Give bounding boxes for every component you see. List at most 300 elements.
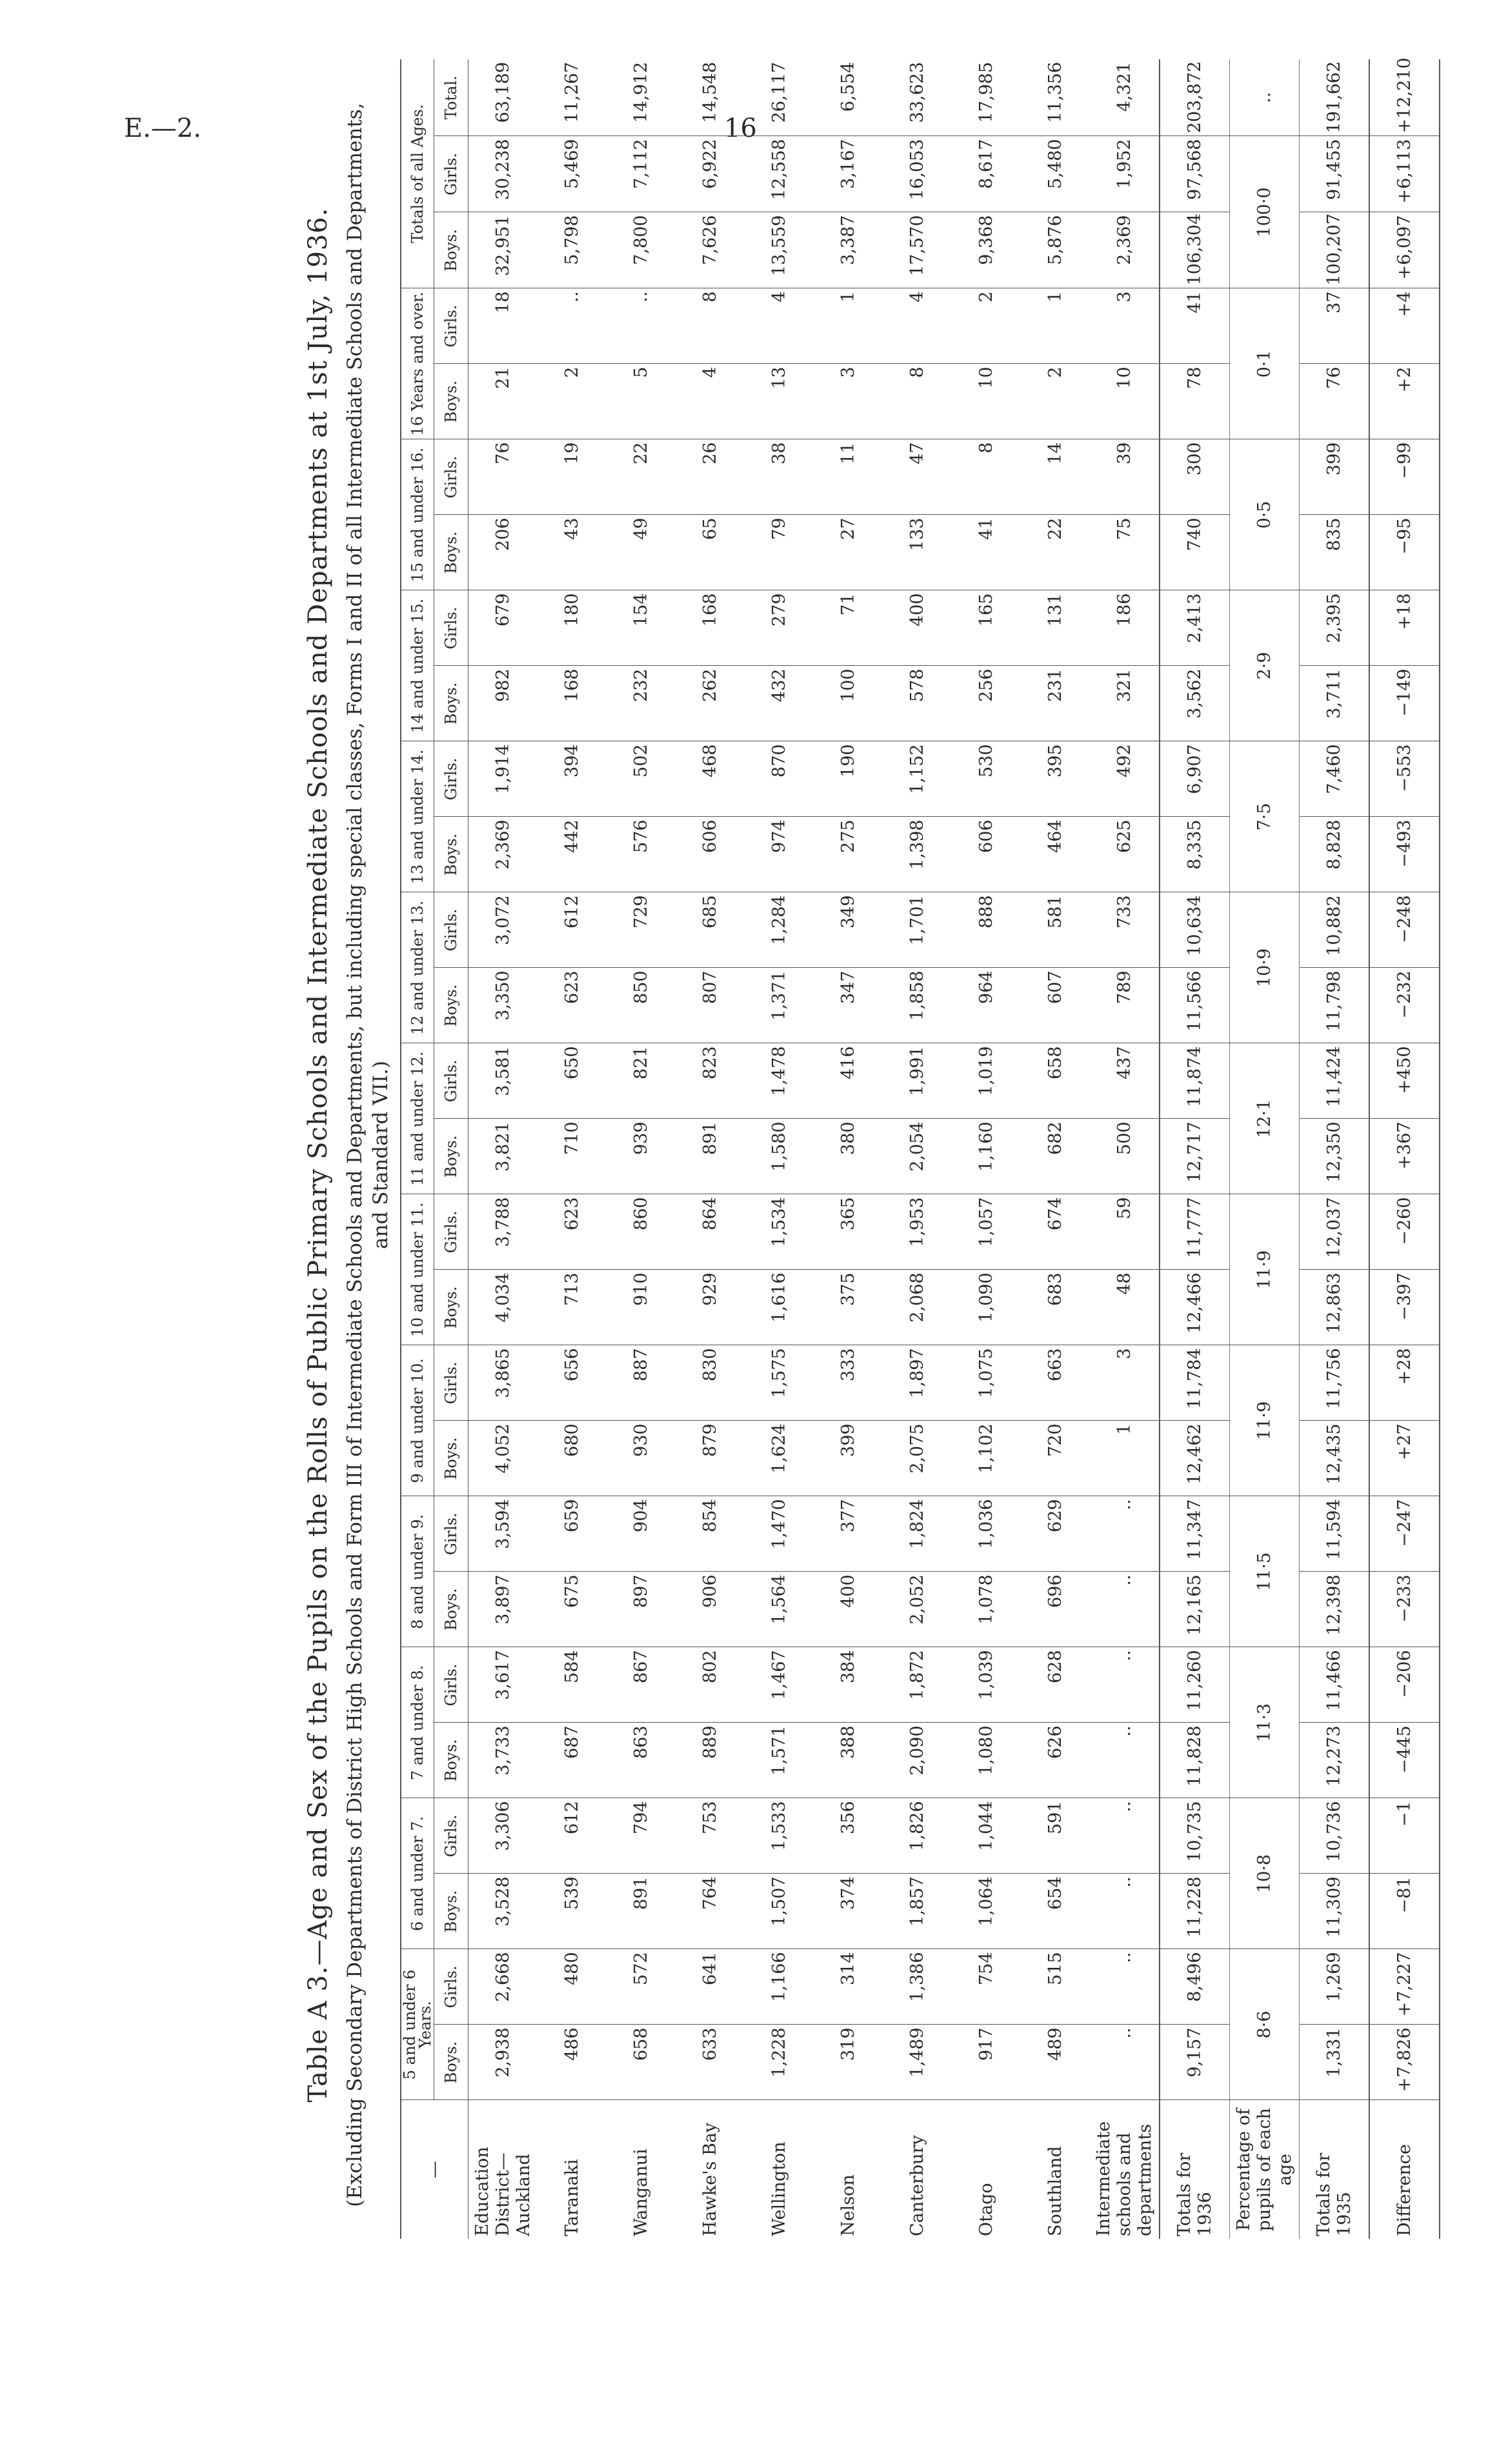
rotated-table-page [290,52,1488,2258]
data-cell: 4,034 [468,1270,538,1345]
data-cell: 8,617 [952,136,1021,212]
data-cell: 3,072 [468,892,538,968]
data-cell: 10,735 [1160,1798,1230,1874]
data-cell: 850 [607,968,676,1043]
data-cell: 3,581 [468,1043,538,1119]
data-cell: 879 [676,1421,745,1496]
data-cell: +7,227 [1369,1949,1440,2025]
data-cell: 5,480 [1021,136,1090,212]
data-cell: 12,462 [1160,1421,1230,1496]
data-cell: 395 [1021,741,1090,817]
data-cell: +2 [1369,364,1440,439]
data-cell: 32,951 [468,212,538,288]
data-cell: 4,052 [468,1421,538,1496]
data-cell: 10,634 [1160,892,1230,968]
data-cell: 1,166 [745,1949,814,2025]
data-cell: .. [1090,1874,1160,1949]
data-cell: 581 [1021,892,1090,968]
data-cell: 300 [1160,439,1230,515]
data-cell: .. [1090,2025,1160,2100]
data-cell: 1,489 [883,2025,952,2100]
data-cell: 641 [676,1949,745,2025]
data-cell: 165 [952,590,1021,666]
data-cell: 18 [468,288,538,364]
data-cell: 11,874 [1160,1043,1230,1119]
data-cell: −95 [1369,515,1440,590]
data-cell: 696 [1021,1572,1090,1647]
data-cell: 1 [1021,288,1090,364]
data-cell: 578 [883,666,952,741]
data-cell: 11,260 [1160,1647,1230,1723]
data-cell: 8,335 [1160,817,1230,892]
data-cell: 186 [1090,590,1160,666]
data-cell: 100,207 [1300,212,1370,288]
data-cell: 1,478 [745,1043,814,1119]
data-cell: −99 [1369,439,1440,515]
data-cell: 27 [814,515,883,590]
header-boys: Boys. [434,364,468,439]
data-cell: 8 [883,364,952,439]
data-cell: 49 [607,515,676,590]
data-cell: 1,857 [883,1874,952,1949]
data-cell: 1,044 [952,1798,1021,1874]
data-cell: 5 [607,364,676,439]
header-total: Total. [434,59,468,136]
data-cell: 1,078 [952,1572,1021,1647]
header-boys: Boys. [434,1421,468,1496]
header-girls: Girls. [434,1345,468,1421]
data-cell: 685 [676,892,745,968]
data-cell: 889 [676,1723,745,1798]
data-cell: 789 [1090,968,1160,1043]
header-girls: Girls. [434,892,468,968]
data-cell: 1,470 [745,1496,814,1572]
data-cell: .. [1090,1647,1160,1723]
data-cell: 206 [468,515,538,590]
data-cell: 190 [814,741,883,817]
data-cell: 2,054 [883,1119,952,1194]
data-cell: +6,097 [1369,212,1440,288]
data-cell: 860 [607,1194,676,1270]
percentage-cell: 2·9 [1230,590,1300,741]
data-cell: 1,952 [1090,136,1160,212]
header-group: 9 and under 10. [401,1345,434,1496]
data-cell: 680 [538,1421,607,1496]
data-cell: 3,594 [468,1496,538,1572]
data-cell: 2,052 [883,1572,952,1647]
data-cell: 675 [538,1572,607,1647]
data-cell: −206 [1369,1647,1440,1723]
data-cell: 4 [745,288,814,364]
data-cell: 2,075 [883,1421,952,1496]
percentage-cell: 10·9 [1230,892,1300,1043]
header-girls: Girls. [434,1798,468,1874]
row-label: Totals for 1936 [1160,2100,1230,2239]
data-cell: 262 [676,666,745,741]
data-cell: 1,564 [745,1572,814,1647]
data-cell: 48 [1090,1270,1160,1345]
data-cell: 6,907 [1160,741,1230,817]
data-cell: 4 [676,364,745,439]
data-cell: 374 [814,1874,883,1949]
data-cell: 502 [607,741,676,817]
data-cell: 3,528 [468,1874,538,1949]
data-cell: 2 [538,364,607,439]
data-cell: 1 [814,288,883,364]
data-cell: 3,897 [468,1572,538,1647]
data-cell: 30,238 [468,136,538,212]
data-cell: 1,075 [952,1345,1021,1421]
data-cell: 891 [607,1874,676,1949]
data-cell: 629 [1021,1496,1090,1572]
header-group: 13 and under 14. [401,741,434,892]
data-cell: 14 [1021,439,1090,515]
row-label: Wanganui [630,2148,651,2236]
data-cell: 572 [607,1949,676,2025]
data-cell: −445 [1369,1723,1440,1798]
data-cell: 628 [1021,1647,1090,1723]
data-cell: 1,507 [745,1874,814,1949]
data-cell: 37 [1300,288,1370,364]
data-cell: 11,347 [1160,1496,1230,1572]
data-cell: 754 [952,1949,1021,2025]
data-cell: 321 [1090,666,1160,741]
data-cell: 1,897 [883,1345,952,1421]
header-girls: Girls. [434,1043,468,1119]
data-cell: 10,882 [1300,892,1370,968]
data-cell: 333 [814,1345,883,1421]
percentage-cell: 10·8 [1230,1798,1300,1949]
data-cell: 888 [952,892,1021,968]
data-cell: 713 [538,1270,607,1345]
data-cell: −248 [1369,892,1440,968]
data-cell: −397 [1369,1270,1440,1345]
percentage-cell: .. [1230,59,1300,136]
header-boys: Boys. [434,817,468,892]
data-cell: 7,800 [607,212,676,288]
data-cell: 3,617 [468,1647,538,1723]
data-cell: −1 [1369,1798,1440,1874]
percentage-cell: 0·1 [1230,288,1300,439]
data-cell: 432 [745,666,814,741]
data-cell: 399 [1300,439,1370,515]
table-row [468,59,538,2239]
percentage-cell: 11·3 [1230,1647,1300,1798]
data-cell: 78 [1160,364,1230,439]
data-cell: 12,398 [1300,1572,1370,1647]
data-cell: 1,057 [952,1194,1021,1270]
data-cell: 659 [538,1496,607,1572]
data-cell: 12,466 [1160,1270,1230,1345]
data-cell: 904 [607,1496,676,1572]
data-cell: 12,350 [1300,1119,1370,1194]
header-boys: Boys. [434,1874,468,1949]
data-cell: 65 [676,515,745,590]
data-cell: 47 [883,439,952,515]
data-cell: 12,165 [1160,1572,1230,1647]
page-number: 16 [724,114,757,143]
data-cell: .. [1090,1572,1160,1647]
data-cell: .. [1090,1949,1160,2025]
data-cell: 626 [1021,1723,1090,1798]
data-cell: 7,460 [1300,741,1370,817]
data-cell: 1,090 [952,1270,1021,1345]
data-cell: −260 [1369,1194,1440,1270]
data-cell: .. [538,288,607,364]
data-cell: 12,717 [1160,1119,1230,1194]
data-cell: 2,369 [468,817,538,892]
data-cell: 349 [814,892,883,968]
data-cell: 180 [538,590,607,666]
data-cell: 97,568 [1160,136,1230,212]
percentage-row [1230,59,1300,2239]
data-cell: 2,090 [883,1723,952,1798]
table-row [676,59,745,2239]
data-cell: 464 [1021,817,1090,892]
difference-row [1369,59,1440,2239]
data-cell: 12,037 [1300,1194,1370,1270]
data-cell: 4 [883,288,952,364]
data-cell: 807 [676,968,745,1043]
data-cell: 720 [1021,1421,1090,1496]
data-cell: 821 [607,1043,676,1119]
data-cell: 830 [676,1345,745,1421]
data-cell: 394 [538,741,607,817]
data-cell: 710 [538,1119,607,1194]
percentage-cell: 12·1 [1230,1043,1300,1194]
data-cell: −233 [1369,1572,1440,1647]
data-cell: 3,788 [468,1194,538,1270]
data-cell: 870 [745,741,814,817]
data-cell: 63,189 [468,59,538,136]
header-girls: Girls. [434,288,468,364]
data-cell: 10 [1090,364,1160,439]
data-cell: 11,828 [1160,1723,1230,1798]
data-cell: 380 [814,1119,883,1194]
header-row-groups [401,59,434,2239]
data-cell: 319 [814,2025,883,2100]
table-row [607,59,676,2239]
row-label: Education District— Auckland [472,2147,534,2236]
data-cell: −149 [1369,666,1440,741]
data-cell: 3 [1090,288,1160,364]
table-body [468,59,1440,2239]
data-cell: 3,711 [1300,666,1370,741]
data-cell: 606 [676,817,745,892]
data-cell: 658 [1021,1043,1090,1119]
data-cell: 625 [1090,817,1160,892]
data-cell: +7,826 [1369,2025,1440,2100]
row-label: Canterbury [907,2135,927,2236]
data-cell: +6,113 [1369,136,1440,212]
row-label: Taranaki [561,2159,582,2236]
data-cell: 1,824 [883,1496,952,1572]
data-cell: 11,309 [1300,1874,1370,1949]
data-cell: 480 [538,1949,607,2025]
data-cell: 612 [538,1798,607,1874]
data-cell: 168 [538,666,607,741]
data-cell: +450 [1369,1043,1440,1119]
data-cell: 1,624 [745,1421,814,1496]
data-cell: 11,784 [1160,1345,1230,1421]
data-cell: 11,756 [1300,1345,1370,1421]
data-cell: 1,228 [745,2025,814,2100]
header-group: 14 and under 15. [401,590,434,741]
data-cell: 314 [814,1949,883,2025]
percentage-cell: 11·5 [1230,1496,1300,1647]
data-cell: 43 [538,515,607,590]
percentage-cell: 11·9 [1230,1194,1300,1345]
percentage-cell: 100·0 [1230,136,1300,288]
data-cell: 1,371 [745,968,814,1043]
data-cell: 11,267 [538,59,607,136]
data-cell: 823 [676,1043,745,1119]
data-cell: 917 [952,2025,1021,2100]
data-cell: 26 [676,439,745,515]
data-cell: .. [1090,1798,1160,1874]
table-row [814,59,883,2239]
data-cell: 1,616 [745,1270,814,1345]
data-cell: 76 [468,439,538,515]
data-cell: 3 [814,364,883,439]
header-girls: Girls. [434,1647,468,1723]
data-cell: 1,102 [952,1421,1021,1496]
data-cell: 16,053 [883,136,952,212]
data-cell: 1,953 [883,1194,952,1270]
data-cell: .. [1090,1723,1160,1798]
data-cell: 11 [814,439,883,515]
row-label: Totals for 1935 [1300,2100,1370,2239]
data-cell: 584 [538,1647,607,1723]
header-boys: Boys. [434,666,468,741]
header-boys: Boys. [434,2025,468,2100]
header-girls: Girls. [434,1194,468,1270]
data-cell: −81 [1369,1874,1440,1949]
header-group: Totals of all Ages. [401,59,434,288]
data-cell: 2,668 [468,1949,538,2025]
data-cell: 3,733 [468,1723,538,1798]
data-cell: 11,424 [1300,1043,1370,1119]
data-cell: 6,922 [676,136,745,212]
table-row [1021,59,1090,2239]
data-cell: +12,210 [1369,59,1440,136]
table-title: Table A 3.—Age and Sex of the Pupils on the Rolls of Public Primary Schools and Intermediate Schools and Departments at 1st July, 1936. [303,207,333,2103]
data-cell: 400 [814,1572,883,1647]
data-cell: 13 [745,364,814,439]
data-cell: 1,467 [745,1647,814,1723]
data-cell: 1,701 [883,892,952,968]
row-label: Intermediate schools and departments [1093,2121,1155,2236]
table-row [952,59,1021,2239]
data-cell: 1,534 [745,1194,814,1270]
data-cell: −232 [1369,968,1440,1043]
data-cell: 133 [883,515,952,590]
data-cell: 1,284 [745,892,814,968]
data-cell: 7,112 [607,136,676,212]
data-cell: 154 [607,590,676,666]
data-cell: 437 [1090,1043,1160,1119]
data-cell: 656 [538,1345,607,1421]
data-cell: 1,580 [745,1119,814,1194]
data-cell: 41 [952,515,1021,590]
data-cell: 1,991 [883,1043,952,1119]
data-cell: 1,571 [745,1723,814,1798]
header-group: 11 and under 12. [401,1043,434,1194]
data-cell: 76 [1300,364,1370,439]
header-group: 8 and under 9. [401,1496,434,1647]
header-group: 6 and under 7. [401,1798,434,1949]
totals-1935-row [1300,59,1370,2239]
data-cell: 11,356 [1021,59,1090,136]
data-cell: 1,331 [1300,2025,1370,2100]
data-cell: 489 [1021,2025,1090,2100]
data-cell: 11,228 [1160,1874,1230,1949]
data-cell: 8 [676,288,745,364]
data-cell: 22 [1021,515,1090,590]
data-cell: 1,080 [952,1723,1021,1798]
data-cell: 658 [607,2025,676,2100]
data-cell: 929 [676,1270,745,1345]
header-girls: Girls. [434,1949,468,2025]
data-cell: 3,821 [468,1119,538,1194]
data-cell: 4,321 [1090,59,1160,136]
data-cell: 11,777 [1160,1194,1230,1270]
data-cell: 802 [676,1647,745,1723]
header-row-sex [434,59,468,2239]
data-cell: 9,368 [952,212,1021,288]
row-label: Difference [1369,2100,1440,2239]
data-cell: 633 [676,2025,745,2100]
header-boys: Boys. [434,212,468,288]
data-cell: 5,798 [538,212,607,288]
data-cell: 1,858 [883,968,952,1043]
header-boys: Boys. [434,515,468,590]
header-boys: Boys. [434,1119,468,1194]
age-sex-table [400,59,1440,2239]
data-cell: .. [1090,1496,1160,1572]
data-cell: +4 [1369,288,1440,364]
data-cell: 1,398 [883,817,952,892]
data-cell: 3,387 [814,212,883,288]
data-cell: 14,912 [607,59,676,136]
data-cell: 683 [1021,1270,1090,1345]
data-cell: 2,395 [1300,590,1370,666]
data-cell: 1,872 [883,1647,952,1723]
data-cell: 607 [1021,968,1090,1043]
data-cell: 794 [607,1798,676,1874]
data-cell: 275 [814,817,883,892]
data-cell: 11,594 [1300,1496,1370,1572]
data-cell: 729 [607,892,676,968]
data-cell: 3,306 [468,1798,538,1874]
data-cell: 9,157 [1160,2025,1230,2100]
data-cell: 2 [952,288,1021,364]
data-cell: 623 [538,968,607,1043]
data-cell: 71 [814,590,883,666]
data-cell: 863 [607,1723,676,1798]
header-group: 12 and under 13. [401,892,434,1043]
data-cell: 5,469 [538,136,607,212]
data-cell: 500 [1090,1119,1160,1194]
data-cell: +18 [1369,590,1440,666]
data-cell: 100 [814,666,883,741]
header-group: 10 and under 11. [401,1194,434,1345]
data-cell: +367 [1369,1119,1440,1194]
data-cell: 1,914 [468,741,538,817]
data-cell: 1,036 [952,1496,1021,1572]
data-cell: 939 [607,1119,676,1194]
header-boys: Boys. [434,1270,468,1345]
